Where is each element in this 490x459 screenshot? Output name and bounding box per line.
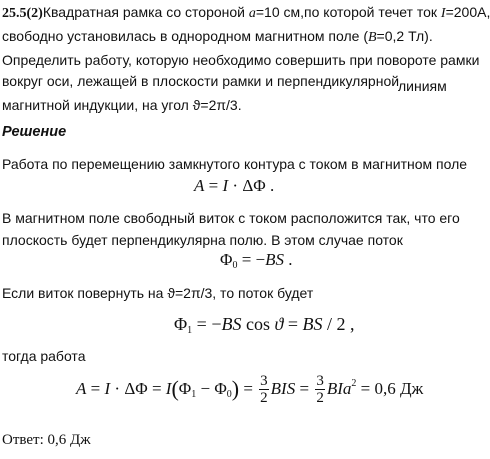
equation-work: A = I · ΔΦ . — [194, 176, 275, 195]
problem-line-4: вокруг оси, лежащей в плоскости рамки и перпендикулярной — [2, 73, 400, 89]
solution-paragraph-2-line-2: плоскость будет перпендикулярна полю. В этом случае поток — [2, 232, 403, 248]
problem-line-2: свободно установилась в однородном магнитном поле (B=0,2 Тл). — [2, 28, 433, 45]
fraction-three-halves: $\frac{3}{2}$ — [316, 373, 324, 406]
solution-paragraph-4: тогда работа — [2, 348, 86, 364]
problem-line-3: Определить работу, которую необходимо совершить при повороте рамки — [2, 52, 480, 68]
equation-total-work: $A = I \cdot \Delta\Phi = I(\Phi_1 - \Phi_0)$ = $\frac{3}{2}$ BIS = $\frac{3}{2}$ BIa$^2$ = 0,6 Дж — [76, 373, 424, 406]
problem-number: 25.5(2) — [2, 6, 43, 21]
problem-line-5: магнитной индукции, на угол ϑ=2π/3. — [2, 97, 242, 113]
solution-paragraph-2-line-1: В магнитном поле свободный виток с током расположится так, что его — [2, 210, 460, 226]
solution-heading: Решение — [2, 124, 67, 140]
equation-final-flux: $\Phi_1 = -BS$ cos ϑ = BS / 2 , — [174, 314, 355, 336]
solution-paragraph-1: Работа по перемещению замкнутого контура с током в магнитном поле — [2, 156, 468, 172]
solution-paragraph-3: Если виток повернуть на ϑ=2π/3, то поток будет — [2, 285, 314, 301]
fraction-three-halves: $\frac{3}{2}$ — [260, 373, 268, 406]
problem-line-4-end: линиям — [398, 78, 447, 94]
equation-initial-flux: $\Phi_0 = -BS$ . — [220, 250, 293, 271]
answer-line: Ответ: 0,6 Дж — [2, 432, 91, 448]
problem-line-1: 25.5(2)Квадратная рамка со стороной a=10 см,по которой течет ток I=200А, — [2, 4, 490, 21]
